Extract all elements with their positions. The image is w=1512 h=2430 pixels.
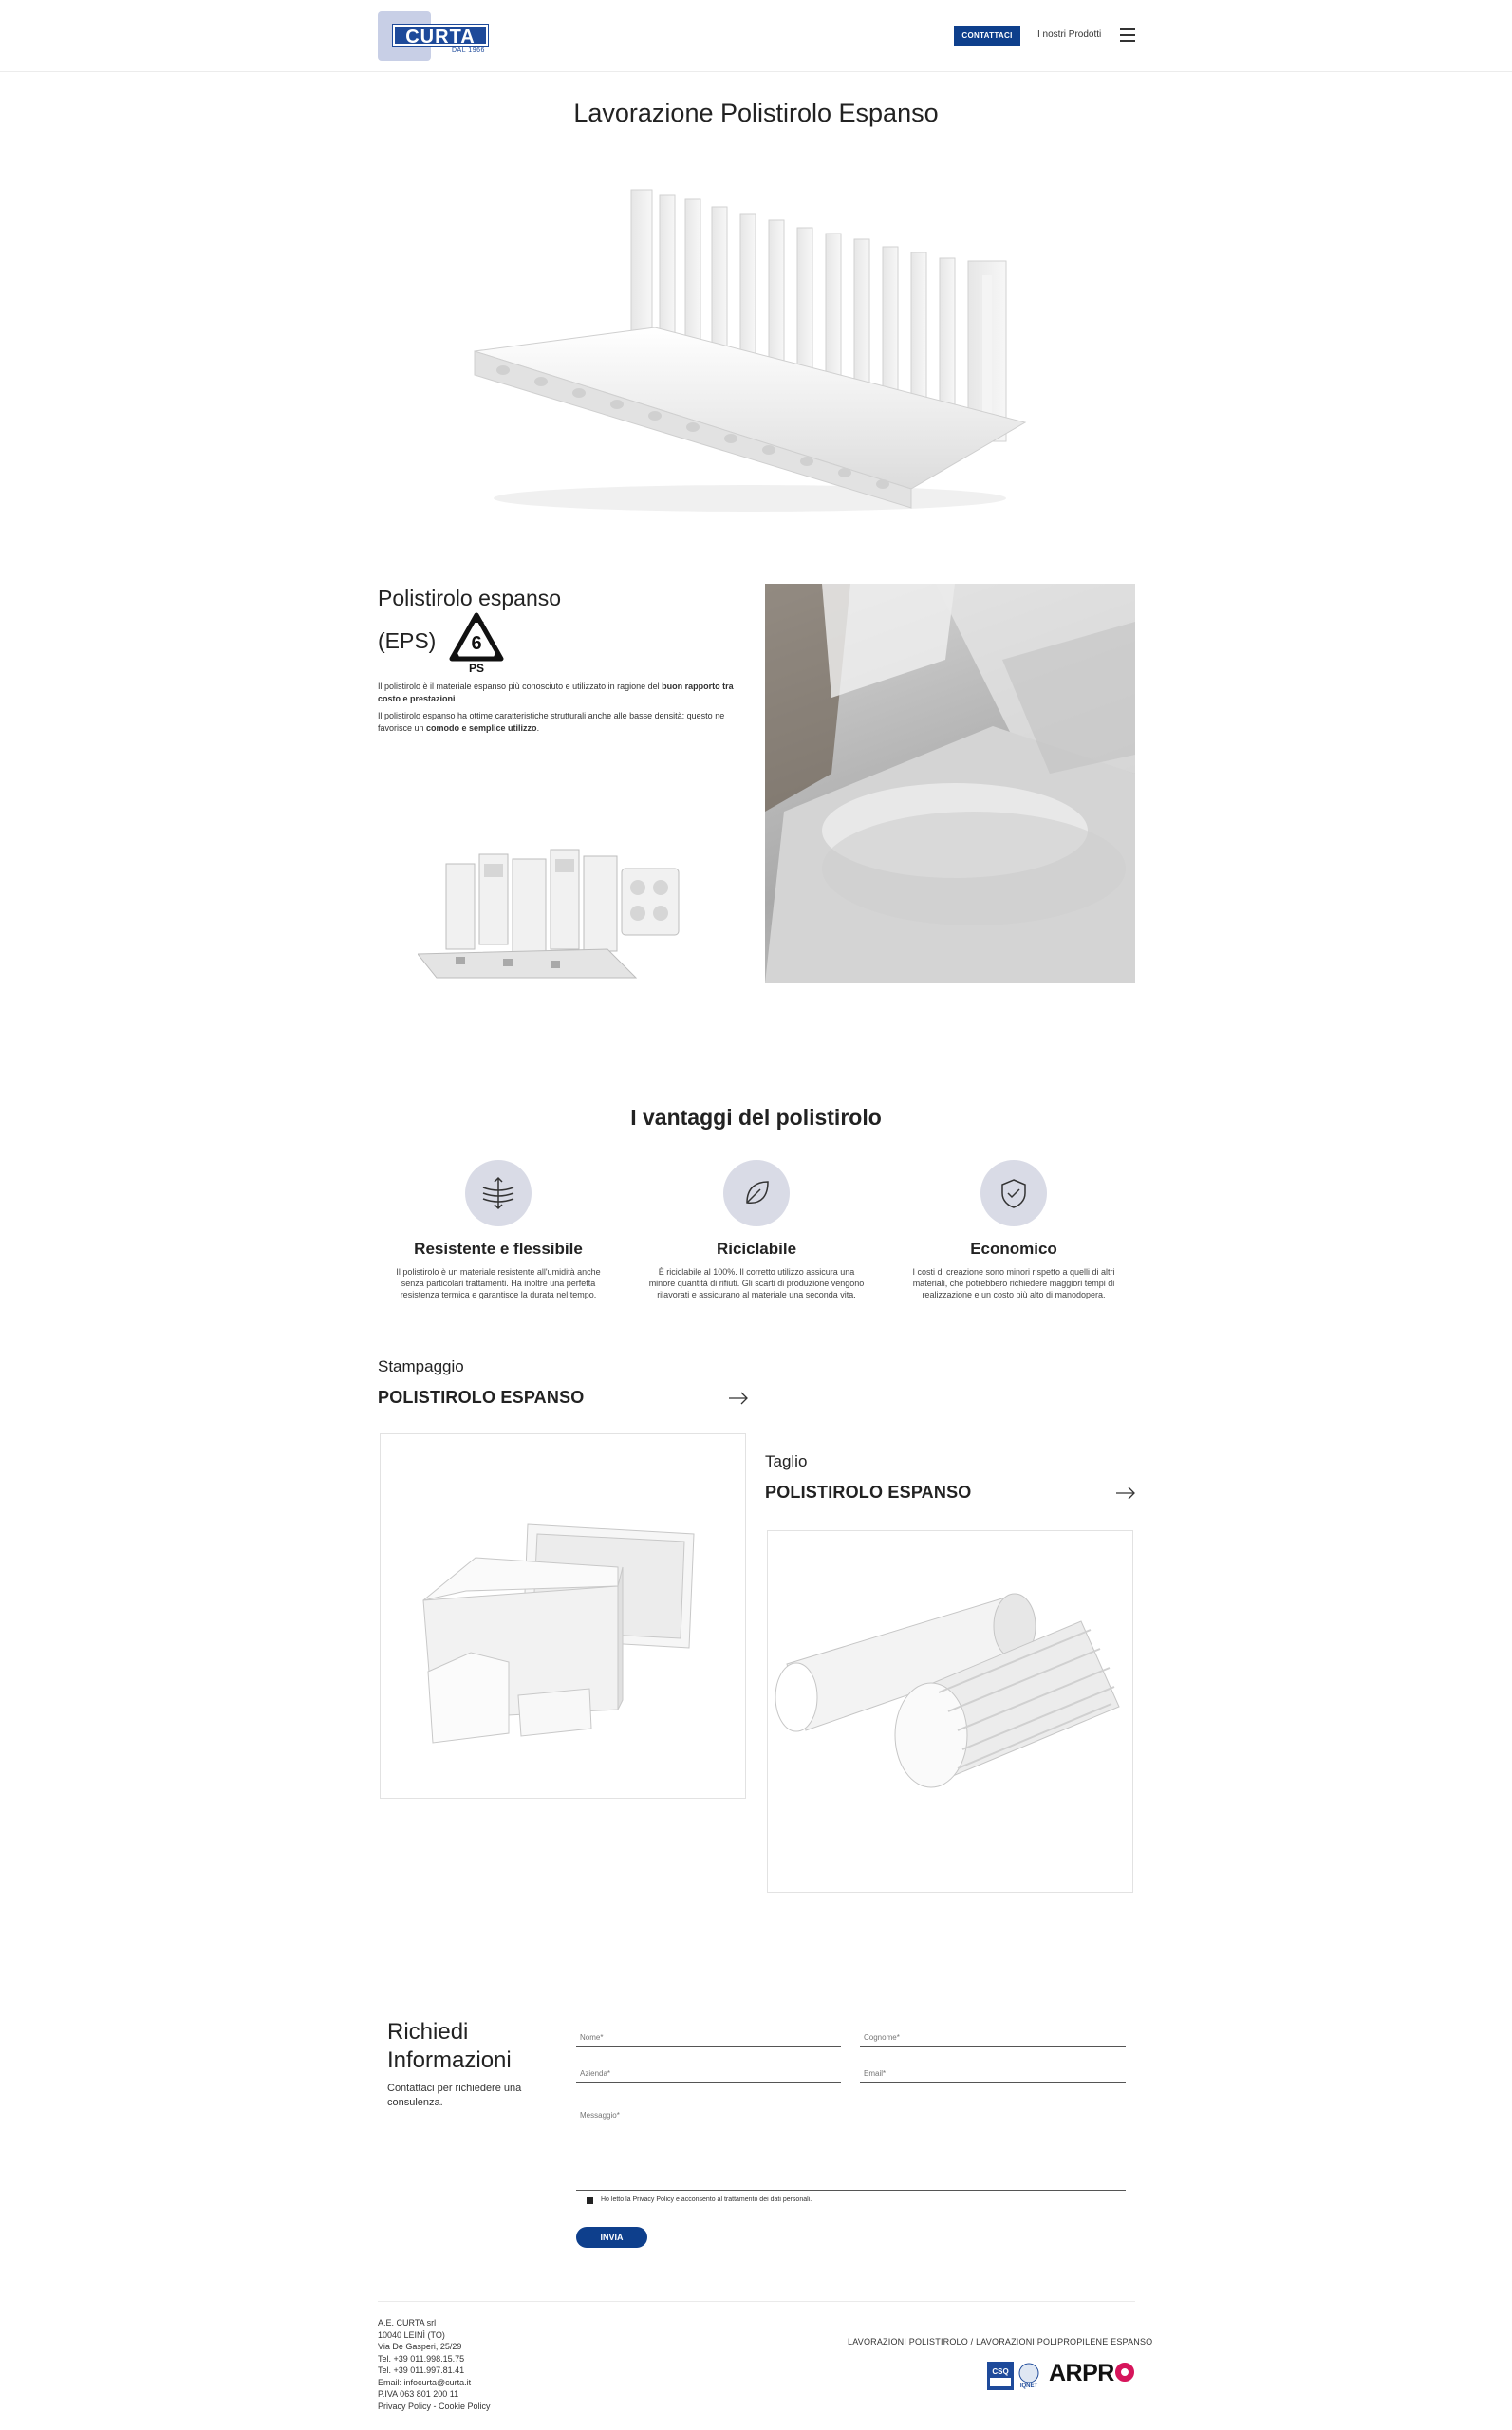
menu-icon[interactable] (1120, 28, 1135, 42)
advantage-title: Resistente e flessibile (414, 1240, 583, 1258)
advantage-text: I costi di creazione sono minori rispetto a quelli di altri materiali, che potrebbero richiedere maggiori tempi di realizzazione e un costo più alto di manodopera. (912, 1267, 1115, 1299)
footer-category-links[interactable]: LAVORAZIONI POLISTIROLO / LAVORAZIONI POLIPROPILENE ESPANSO (848, 2337, 1153, 2346)
page-title: Lavorazione Polistirolo Espanso (573, 99, 939, 127)
svg-text:CSQ: CSQ (992, 2367, 1009, 2376)
resistance-icon (479, 1174, 517, 1212)
footer-line: A.E. CURTA srl (378, 2318, 437, 2327)
eps-beads-bag-image (765, 584, 1135, 983)
advantage-icon-circle (723, 1160, 790, 1226)
footer-policy-links (378, 2401, 491, 2413)
privacy-label: Ho letto la Privacy Policy e acconsento al trattamento dei dati personali. (601, 2196, 812, 2203)
advantage-text: È riciclabile al 100%. Il corretto utilizzo assicura una minore quantità di rifiuti. Gli scarti di produzione vengono rilavorati e assicurano al materiale una seconda vita. (648, 1267, 865, 1299)
privacy-policy-link[interactable]: Privacy Policy (378, 2401, 432, 2411)
product-taglio-name[interactable]: POLISTIROLO ESPANSO (765, 1483, 972, 1502)
eps-subtitle: (EPS) (378, 628, 437, 653)
nav-products-link[interactable]: I nostri Prodotti (1037, 29, 1102, 40)
arrow-right-icon[interactable] (728, 1392, 749, 1405)
form-description: Contattaci per richiedere una consulenza. (387, 2083, 522, 2108)
surname-input[interactable] (860, 2029, 1126, 2047)
footer-line: P.IVA 063 801 200 11 (378, 2389, 459, 2399)
footer-line: 10040 LEINÌ (TO) (378, 2329, 445, 2340)
recycle-number: 6 (471, 633, 482, 654)
arpro-o-mark (1115, 2363, 1134, 2382)
message-textarea[interactable] (576, 2105, 1126, 2191)
product-stampaggio-label: Stampaggio (378, 1357, 464, 1375)
eps-paragraph-2: Il polistirolo espanso ha ottime caratteristiche strutturali anche alle basse densità: questo ne favorisce un comodo e semplice utilizzo. (378, 711, 725, 733)
email-input[interactable] (860, 2066, 1126, 2083)
privacy-checkbox[interactable] (587, 2197, 593, 2204)
footer-separator: - (431, 2401, 439, 2411)
curta-logo[interactable] (378, 11, 492, 61)
advantages-title: I vantaggi del polistirolo (630, 1105, 882, 1130)
advantage-icon-circle (465, 1160, 532, 1226)
logo-tagline: DAL 1966 (452, 47, 485, 54)
advantage-item (377, 1160, 620, 1300)
form-title: Richiedi Informazioni (387, 2019, 512, 2073)
eps-title: Polistirolo espanso (378, 586, 562, 610)
product-stampaggio-image[interactable] (380, 1433, 746, 1799)
cookie-policy-link[interactable]: Cookie Policy (439, 2401, 491, 2411)
footer-line: Via De Gasperi, 25/29 (378, 2342, 462, 2351)
advantage-item (892, 1160, 1135, 1300)
svg-text:IQNET: IQNET (1019, 2383, 1038, 2389)
leaf-icon (739, 1176, 774, 1210)
eps-packaging-image (418, 835, 702, 987)
footer-company-info (378, 2317, 491, 2412)
advantage-icon-circle (980, 1160, 1047, 1226)
advantage-title: Riciclabile (716, 1240, 797, 1258)
footer-line: Tel. +39 011.998.15.75 (378, 2353, 465, 2364)
shield-check-icon (997, 1176, 1031, 1210)
advantage-item (635, 1160, 878, 1300)
product-taglio-label: Taglio (765, 1452, 808, 1470)
company-input[interactable] (576, 2066, 841, 2083)
send-button[interactable]: INVIA (576, 2227, 647, 2248)
site-header (0, 0, 1512, 72)
advantage-title: Economico (970, 1240, 1057, 1258)
product-stampaggio-name[interactable]: POLISTIROLO ESPANSO (378, 1388, 585, 1407)
footer-line: Tel. +39 011.997.81.41 (378, 2365, 465, 2375)
product-taglio-image[interactable] (767, 1530, 1133, 1893)
hero-eps-rack-image (465, 171, 1035, 522)
iqnet-certification-logo (1017, 2362, 1041, 2390)
csq-certification-logo (987, 2362, 1014, 2390)
arpro-logo: ARPR (1049, 2360, 1134, 2387)
eps-paragraph-1: Il polistirolo è il materiale espanso più conosciuto e utilizzato in ragione del buon rapporto tra costo e prestazioni. (378, 682, 734, 703)
advantage-text: Il polistirolo è un materiale resistente all'umidità anche senza particolari trattamenti. Ha inoltre una perfetta resistenza termica e garantisce la durata nel tempo. (396, 1267, 601, 1299)
arrow-right-icon[interactable] (1115, 1486, 1136, 1500)
footer-line: Email: infocurta@curta.it (378, 2377, 472, 2387)
logo-wordmark: CURTA (393, 25, 488, 46)
contact-button[interactable]: CONTATTACI (954, 26, 1020, 46)
recycle-code: PS (468, 662, 485, 674)
footer-divider (378, 2301, 1135, 2302)
name-input[interactable] (576, 2029, 841, 2047)
recycle-ps-icon (448, 611, 505, 674)
